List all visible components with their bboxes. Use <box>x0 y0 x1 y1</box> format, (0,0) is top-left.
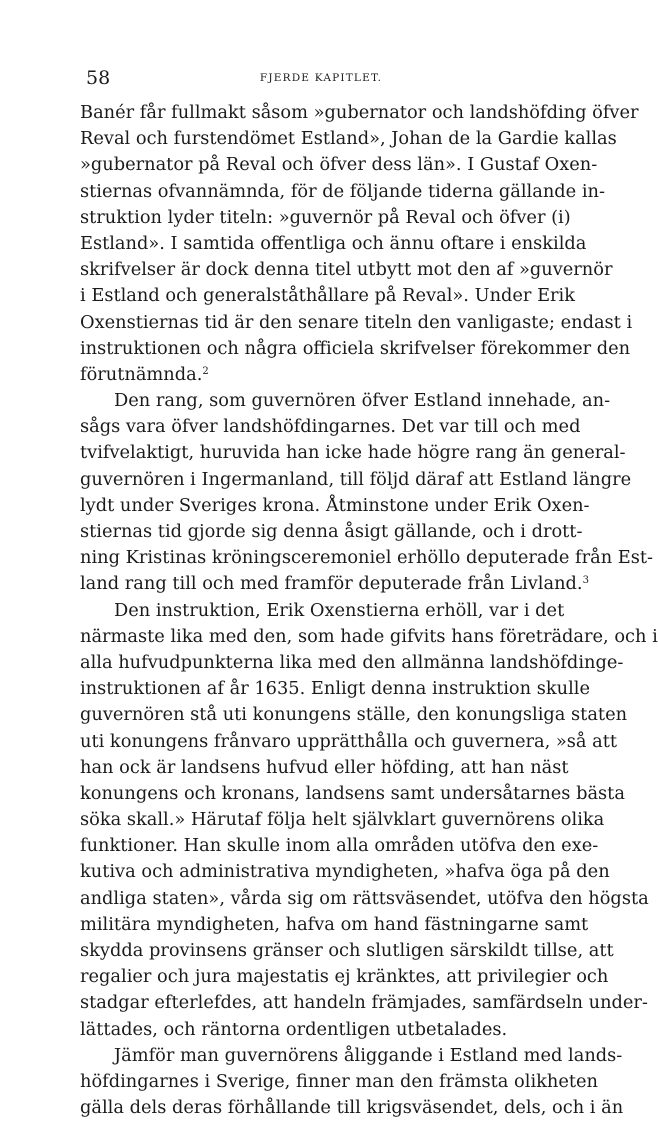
text-line <box>80 859 610 885</box>
text-line <box>80 729 618 755</box>
text-line <box>80 231 587 257</box>
line-text: Den instruktion, Erik Oxenstierna erhöll, var i det <box>114 599 565 621</box>
line-text: söka skall.» Härutaf följa helt självklart guvernörens olika <box>80 809 605 831</box>
text-line <box>80 781 625 807</box>
line-text: funktioner. Han skulle inom alla områden utöfva den exe- <box>80 835 599 857</box>
line-text: stiernas ofvannämnda, för de följande tiderna gällande in- <box>80 180 605 202</box>
text-line <box>80 545 654 571</box>
line-text: struktion lyder titeln: »guvernör på Reval och öfver (i) <box>80 206 571 228</box>
line-text: stiernas tid gjorde sig denna åsigt gällande, och i drott- <box>80 521 583 542</box>
line-text: förutnämnda. <box>80 363 203 385</box>
page-number: 58 <box>86 67 111 89</box>
text-line <box>80 1043 623 1069</box>
line-text: konungens och kronans, landsens samt undersåtarnes bästa <box>80 782 625 804</box>
line-text: tvifvelaktigt, huruvida han icke hade högre rang än general- <box>80 442 626 464</box>
text-line <box>80 833 599 859</box>
line-text: alla hufvudpunkterna lika med den allmänna landshöfdinge- <box>80 651 624 673</box>
line-text: ning Kristinas kröningsceremoniel erhöllo deputerade från Est- <box>80 547 654 569</box>
text-line <box>80 990 648 1016</box>
line-text: höfdingarnes i Sverige, finner man den främsta olikheten <box>80 1070 599 1092</box>
line-text: stadgar efterlefdes, att handeln främjades, samfärdseln under- <box>80 992 648 1014</box>
text-line <box>80 362 562 388</box>
text-line <box>80 152 598 178</box>
text-line <box>80 571 589 597</box>
text-line <box>80 310 633 336</box>
text-line <box>80 912 589 938</box>
footnote-marker: 3 <box>582 575 589 587</box>
text-line <box>80 257 613 283</box>
page-header <box>86 66 556 90</box>
line-text: land rang till och med framför deputerade från Livland. <box>80 573 583 595</box>
text-line <box>80 964 609 990</box>
text-line <box>80 676 590 702</box>
line-text: han ock är landsens hufvud eller höfding, att han näst <box>80 756 569 778</box>
text-line <box>80 807 605 833</box>
line-text: uti konungens frånvaro upprätthålla och guvernera, »så att <box>80 730 618 752</box>
text-line <box>80 467 632 493</box>
text-line <box>80 100 639 126</box>
line-text: instruktionen och några officiela skrifvelser förekommer den <box>80 337 631 359</box>
line-text: instruktionen af år 1635. Enligt denna instruktion skulle <box>80 678 590 700</box>
text-line <box>80 336 631 362</box>
line-text: skydda provinsens gränser och slutligen särskildt tillse, att <box>80 940 614 961</box>
line-text: Oxenstiernas tid är den senare titeln den vanligaste; endast i <box>80 311 633 333</box>
body-text <box>80 100 658 1121</box>
text-line <box>80 179 605 205</box>
text-line <box>80 493 590 519</box>
text-line <box>80 283 576 309</box>
line-text: andliga staten», vårda sig om rättsväsendet, utöfva den högsta <box>80 887 649 909</box>
line-text: sågs vara öfver landshöfdingarnes. Det var till och med <box>80 416 581 438</box>
line-text: Banér får fullmakt såsom »gubernator och landshöfding öfver <box>80 102 639 123</box>
line-text: lättades, och räntorna ordentligen utbetalades. <box>80 1018 508 1040</box>
text-line <box>80 755 569 781</box>
line-text: Estland». I samtida offentliga och ännu oftare i enskilda <box>80 232 587 254</box>
line-text: guvernören stå uti konungens ställe, den konungsliga staten <box>80 704 628 726</box>
text-line <box>80 440 626 466</box>
text-line <box>80 598 565 624</box>
text-line <box>80 624 658 650</box>
line-text: i Estland och generalståthållare på Reval». Under Erik <box>80 285 576 307</box>
line-text: Jämför man guvernörens åliggande i Estland med lands- <box>114 1044 623 1066</box>
footnote-marker: 2 <box>202 365 209 377</box>
text-line <box>80 1017 562 1043</box>
text-line <box>80 388 611 414</box>
line-text: guvernören i Ingermanland, till följd däraf att Estland längre <box>80 468 632 490</box>
text-line <box>80 519 583 545</box>
line-text: skrifvelser är dock denna titel utbytt mot den af »guvernör <box>80 259 613 281</box>
line-text: närmaste lika med den, som hade gifvits hans företrädare, och i <box>80 625 658 647</box>
text-line <box>80 938 614 964</box>
text-line <box>80 650 624 676</box>
text-line <box>80 886 649 912</box>
line-text: »gubernator på Reval och öfver dess län». I Gustaf Oxen- <box>80 154 598 176</box>
text-line <box>80 414 581 440</box>
line-text: gälla dels deras förhållande till krigsväsendet, dels, och i än <box>80 1097 624 1119</box>
text-line <box>80 702 628 728</box>
line-text: militära myndigheten, hafva om hand fästningarne samt <box>80 913 589 935</box>
running-head: FJERDE KAPITLET. <box>259 72 383 84</box>
line-text: lydt under Sveriges krona. Åtminstone under Erik Oxen- <box>80 494 590 516</box>
line-text: kutiva och administrativa myndigheten, »hafva öga på den <box>80 861 610 883</box>
text-line <box>80 126 617 152</box>
text-line <box>80 1069 599 1095</box>
text-line <box>80 205 571 231</box>
text-line <box>80 1095 624 1121</box>
line-text: regalier och jura majestatis ej kränktes, att privilegier och <box>80 966 609 988</box>
line-text: Den rang, som guvernören öfver Estland innehade, an- <box>114 390 611 412</box>
line-text: Reval och furstendömet Estland», Johan de la Gardie kallas <box>80 128 617 150</box>
